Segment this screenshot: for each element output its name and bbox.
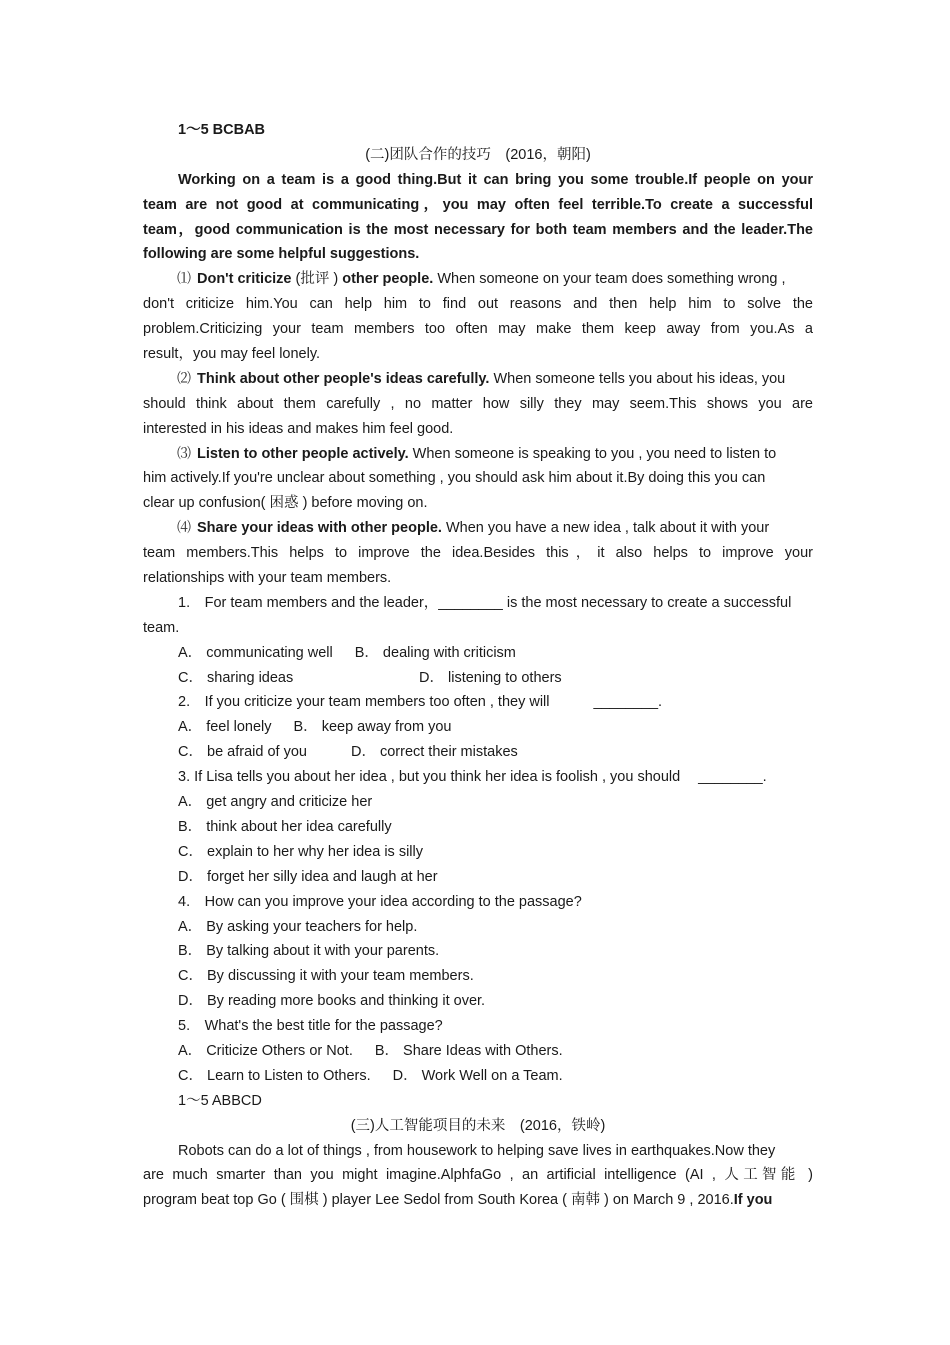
option-a: A． get angry and criticize her [178,794,373,811]
option-c: C． sharing ideas [178,669,294,686]
option-a: A． Criticize Others or Not. [178,1042,353,1059]
option-c: C． explain to her why her idea is silly [178,843,423,860]
section2-title: (二)团队合作的技巧 (2016，朝阳) [365,146,591,163]
option-d: D． By reading more books and thinking it over. [178,993,486,1010]
option-c: C． be afraid of you [178,744,307,761]
option-a: A． communicating well [178,644,333,661]
marker-icon: ⑷ [177,520,191,537]
question-1: 1. For team members and the leader，________ is the most necessary to create a successful team. A． communicating well B． dealing with criticism C． sharing ideas D． listening to others [143,591,813,691]
suggestion-1: ⑴ Don't criticize (批评 ) other people. When someone on your team does something wrong , don't criticize him.You can help him to find out reasons and then help him to solve the problem.Criticizing your team members too often may make them keep away from you.As a result，you may feel lonely. [143,267,813,367]
question-3: 3. If Lisa tells you about her idea , but you think her idea is foolish , you should ________. A． get angry and criticize her B． think about her idea carefully C． explain to her why her idea is silly D． forget her silly idea and laugh at her [143,765,813,889]
option-d: D． listening to others [419,669,562,686]
option-a: A． feel lonely [178,719,272,736]
section3-paragraph: Robots can do a lot of things , from housework to helping save lives in earthquakes.Now they are much smarter than you might imagine.AlphfaGo , an artificial intelligence (AI , 人工智能 ) program beat top Go ( 围棋 ) player Lee Sedol from South Korea ( 南韩 ) on March 9 , 2016.If you [143,1142,813,1209]
marker-icon: ⑵ [177,370,191,387]
document-page [143,118,813,1213]
marker-icon: ⑶ [177,445,191,462]
answer-blank: ________. [593,694,663,711]
suggestion-3: ⑶ Listen to other people actively. When someone is speaking to you , you need to listen to him actively.If you're unclear about something , you should ask him about it.By doing this you can clear up confusion( 困惑 ) before moving on. [143,442,813,517]
option-d: D． correct their mistakes [350,744,518,761]
answer-key-1: 1～5 BCBAB [178,122,266,138]
option-c: C． Learn to Listen to Others. [178,1067,371,1084]
suggestion-4: ⑷ Share your ideas with other people. When you have a new idea , talk about it with your team members.This helps to improve the idea.Besides this，it also helps to improve your relationships with your team members. [143,516,813,591]
option-c: C． By discussing it with your team members. [178,968,474,985]
option-b: B． By talking about it with your parents. [178,943,440,960]
option-b: B． keep away from you [293,719,452,736]
option-b: B． Share Ideas with Others. [374,1042,563,1059]
answer-key-2: 1～5 ABBCD [178,1092,262,1109]
marker-icon: ⑴ [177,271,191,288]
suggestion-2: ⑵ Think about other people's ideas carefully. When someone tells you about his ideas, you should think about them carefully , no matter how silly they may seem.This shows you are interested in his ideas and makes him feel good. [143,367,813,442]
intro-paragraph: Working on a team is a good thing.But it can bring you some trouble.If people on your team are not good at communicating，you may often feel terrible.To create a successful team，good communication is the most necessary for both team members and the leader.The following are some helpful suggestions. [143,171,813,263]
question-4: 4. How can you improve your idea according to the passage? A． By asking your teachers for help. B． By talking about it with your parents. C． By discussing it with your team members. D． By reading more books and thinking it over. [143,890,813,1014]
question-2: 2. If you criticize your team members too often , they will ________. A． feel lonely B． keep away from you C． be afraid of you D． correct their mistakes [143,690,813,765]
option-d: D． forget her silly idea and laugh at her [178,868,438,885]
answer-blank: ________. [698,769,767,786]
option-b: B． think about her idea carefully [178,818,392,835]
question-5: 5. What's the best title for the passage? A． Criticize Others or Not. B． Share Ideas with Others. C． Learn to Listen to Others. D． Work Well on a Team. [178,1018,563,1084]
section3-title: (三)人工智能项目的未来 (2016，铁岭) [350,1117,606,1134]
option-d: D． Work Well on a Team. [392,1067,563,1084]
option-b: B． dealing with criticism [354,644,516,661]
option-a: A． By asking your teachers for help. [178,918,418,935]
